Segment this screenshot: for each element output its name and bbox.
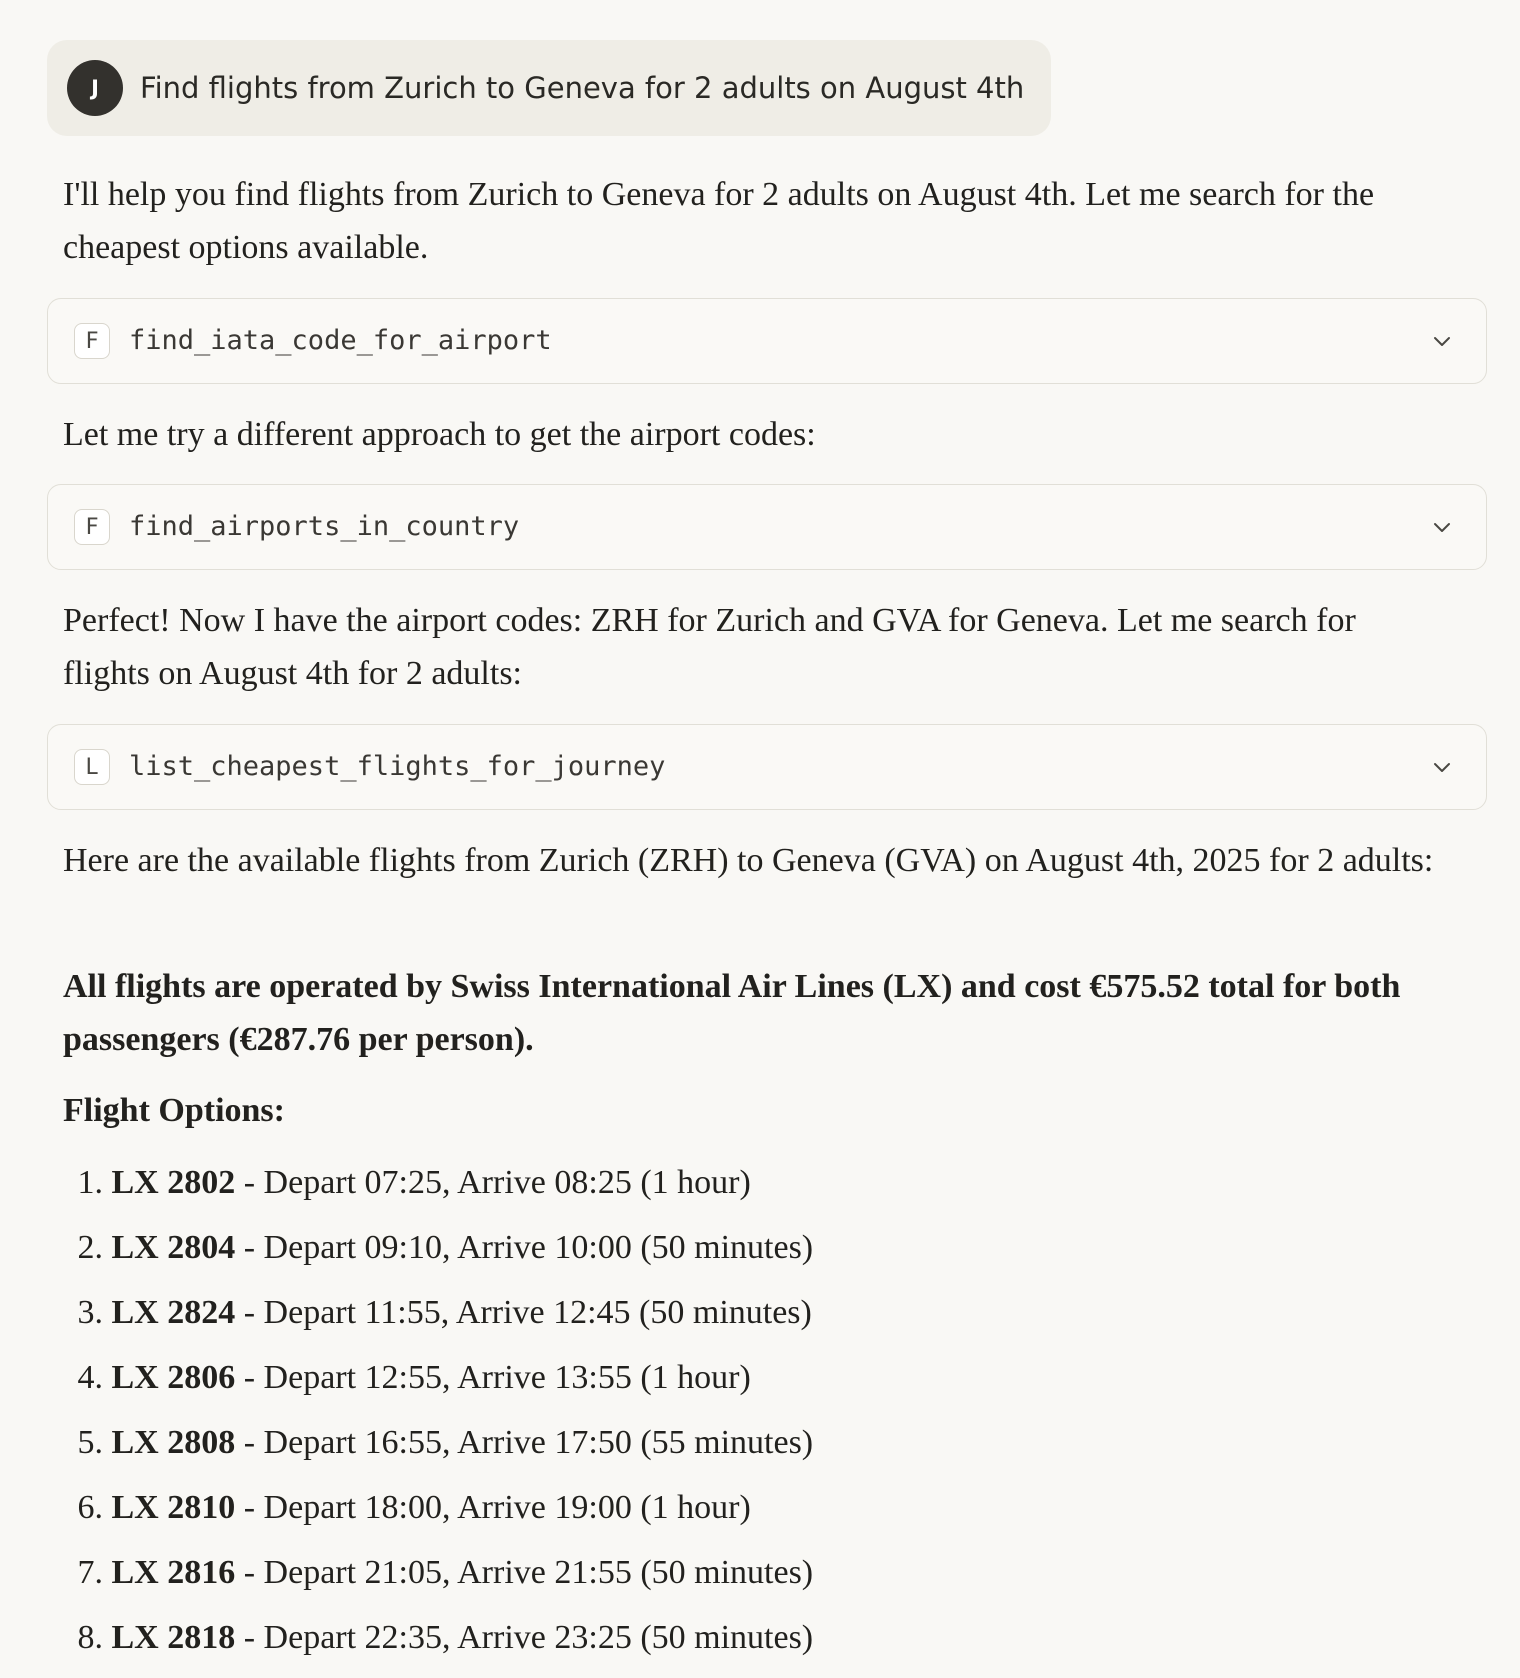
list-item: [63, 1150, 1443, 1215]
assistant-results-intro: Here are the available flights from Zurich (ZRH) to Geneva (GVA) on August 4th, 2025 for 2 adults:: [63, 842, 1434, 879]
tool-name: find_iata_code_for_airport: [129, 325, 552, 356]
flight-details: - Depart 16:55, Arrive 17:50 (55 minutes): [235, 1424, 814, 1461]
list-number: 5.: [77, 1424, 103, 1461]
chevron-down-icon[interactable]: [1432, 757, 1452, 777]
flight-details: - Depart 11:55, Arrive 12:45 (50 minutes): [235, 1294, 812, 1331]
list-number: 2.: [77, 1229, 103, 1266]
flight-details: - Depart 07:25, Arrive 08:25 (1 hour): [235, 1164, 751, 1201]
tool-call-list-cheapest-flights[interactable]: [47, 724, 1487, 810]
chevron-down-icon[interactable]: [1432, 517, 1452, 537]
flight-code: LX 2810: [111, 1489, 236, 1526]
flight-code: LX 2804: [111, 1229, 236, 1266]
flight-code: LX 2816: [111, 1554, 236, 1591]
avatar: J: [67, 60, 123, 116]
list-number: 4.: [77, 1359, 103, 1396]
list-number: 6.: [77, 1489, 103, 1526]
tool-call-find-iata-code[interactable]: [47, 298, 1487, 384]
flight-code: LX 2806: [111, 1359, 236, 1396]
list-item: [63, 1215, 1443, 1280]
assistant-retry-text: Let me try a different approach to get the airport codes:: [63, 416, 816, 453]
assistant-codes-text: Perfect! Now I have the airport codes: ZRH for Zurich and GVA for Geneva. Let me search for flights on August 4th for 2 adults:: [63, 602, 1356, 692]
list-item: [63, 1345, 1443, 1410]
tool-name: find_airports_in_country: [129, 511, 520, 542]
list-item: [63, 1410, 1443, 1475]
list-item: [63, 1475, 1443, 1540]
tool-badge: F: [74, 323, 110, 359]
flight-details: - Depart 18:00, Arrive 19:00 (1 hour): [235, 1489, 751, 1526]
flight-details: - Depart 12:55, Arrive 13:55 (1 hour): [235, 1359, 751, 1396]
flight-list: [63, 1150, 1443, 1670]
list-item: [63, 1605, 1443, 1670]
flight-details: - Depart 09:10, Arrive 10:00 (50 minutes): [235, 1229, 814, 1266]
tool-name: list_cheapest_flights_for_journey: [129, 751, 666, 782]
flight-code: LX 2824: [111, 1294, 236, 1331]
tool-badge: F: [74, 509, 110, 545]
tool-badge: L: [74, 749, 110, 785]
flights-summary: All flights are operated by Swiss International Air Lines (LX) and cost €575.52 total for both passengers (€287.76 per person).: [63, 968, 1401, 1058]
list-item: [63, 1280, 1443, 1345]
list-number: 8.: [77, 1619, 103, 1656]
flight-details: - Depart 21:05, Arrive 21:55 (50 minutes): [235, 1554, 814, 1591]
list-number: 3.: [77, 1294, 103, 1331]
list-number: 1.: [77, 1164, 103, 1201]
flight-code: LX 2802: [111, 1164, 236, 1201]
tool-call-find-airports[interactable]: [47, 484, 1487, 570]
user-message-text: Find flights from Zurich to Geneva for 2 adults on August 4th: [140, 71, 1025, 105]
user-message: [47, 40, 1051, 136]
assistant-intro: I'll help you find flights from Zurich to Geneva for 2 adults on August 4th. Let me search for the cheapest options available.: [63, 176, 1375, 266]
flight-code: LX 2808: [111, 1424, 236, 1461]
chevron-down-icon[interactable]: [1432, 331, 1452, 351]
list-number: 7.: [77, 1554, 103, 1591]
list-item: [63, 1540, 1443, 1605]
flight-code: LX 2818: [111, 1619, 236, 1656]
flight-options-heading: Flight Options:: [63, 1092, 285, 1129]
flight-details: - Depart 22:35, Arrive 23:25 (50 minutes): [235, 1619, 814, 1656]
